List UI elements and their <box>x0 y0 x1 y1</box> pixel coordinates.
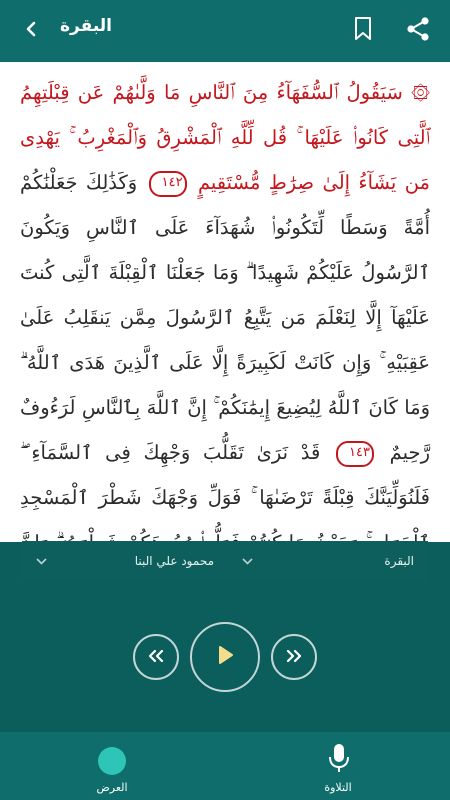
ayah-number-142: ١٤٢ <box>149 171 187 197</box>
chevron-down-icon <box>242 555 253 568</box>
nav-item-view[interactable] <box>52 732 172 800</box>
verse-144[interactable]: قَدْ نَرَىٰ تَقَلُّبَ وَجْهِكَ فِى ٱلسَّمَآءِ ۖ فَلَنُوَلِّيَنَّكَ قِبْلَةً تَرْضَىٰهَا ۚ فَوَلِّ وَجْهَكَ شَطْرَ ٱلْمَسْجِدِ <box>20 441 430 509</box>
surah-dropdown[interactable] <box>228 541 428 581</box>
hizb-marker: ۞ <box>411 81 430 104</box>
quran-page[interactable] <box>0 62 450 542</box>
page-title: البقرة <box>60 16 112 36</box>
chevron-down-icon <box>36 555 47 568</box>
share-button[interactable] <box>398 0 438 62</box>
surah-dropdown-label: البقرة <box>384 554 414 568</box>
rewind-button[interactable] <box>133 634 179 680</box>
play-icon <box>215 644 235 670</box>
bookmark-icon <box>353 16 373 46</box>
ayah-number-143: ١٤٣ <box>336 441 374 467</box>
double-chevron-right-icon <box>285 648 303 667</box>
reciter-dropdown[interactable] <box>22 541 228 581</box>
bottom-navigation <box>0 732 450 800</box>
back-button[interactable] <box>14 0 50 62</box>
forward-button[interactable] <box>271 634 317 680</box>
circle-icon <box>98 747 126 775</box>
verse-143[interactable]: وَكَذَٰلِكَ جَعَلْنَٰكُمْ أُمَّةً وَسَطًا لِّتَكُونُوا۟ شُهَدَآءَ عَلَى ٱلنَّاسِ وَيَكُونَ ٱلرَّسُولُ عَلَيْكُمْ شَهِيدًا ۗ وَمَا جَعَلْنَا ٱلْقِبْلَةَ ٱلَّتِى كُنتَ عَلَيْهَآ إِلَّا لِنَعْلَمَ مَن يَتَّبِعُ ٱلرَّسُولَ مِمَّن يَنقَلِبُ عَلَىٰ عَقِبَيْهِ ۚ وَإِن كَانَتْ لَكَبِيرَةً إِلَّا عَلَى ٱلَّذِينَ هَدَى ٱللَّهُ ۗ وَمَا كَانَ ٱللَّهُ لِيُضِيعَ إِيمَٰنَكُمْ ۚ إِنَّ ٱللَّهَ بِٱلنَّاسِ لَرَءُوفٌ رَّحِيمٌ <box>20 171 430 464</box>
play-button[interactable] <box>190 622 260 692</box>
nav-item-recitation[interactable] <box>278 732 398 800</box>
selector-bar <box>22 541 428 581</box>
nav-label-view: العرض <box>96 781 128 794</box>
microphone-icon <box>328 742 350 778</box>
double-chevron-left-icon <box>147 648 165 667</box>
share-icon <box>405 16 431 46</box>
chevron-left-icon <box>23 20 41 42</box>
nav-label-recitation: التلاوة <box>324 781 352 794</box>
reciter-dropdown-label: محمود علي البنا <box>134 554 214 568</box>
verse-142[interactable]: سَيَقُولُ ٱلسُّفَهَآءُ مِنَ ٱلنَّاسِ مَا وَلَّىٰهُمْ عَن قِبْلَتِهِمُ ٱلَّتِى كَانُوا۟ عَلَيْهَا ۚ قُل لِّلَّهِ ٱلْمَشْرِقُ وَٱلْمَغْرِبُ ۚ يَهْدِى مَن يَشَآءُ إِلَىٰ صِرَٰطٍ مُّسْتَقِيمٍ <box>20 81 430 194</box>
top-app-bar <box>0 0 450 62</box>
bookmark-button[interactable] <box>346 0 380 62</box>
